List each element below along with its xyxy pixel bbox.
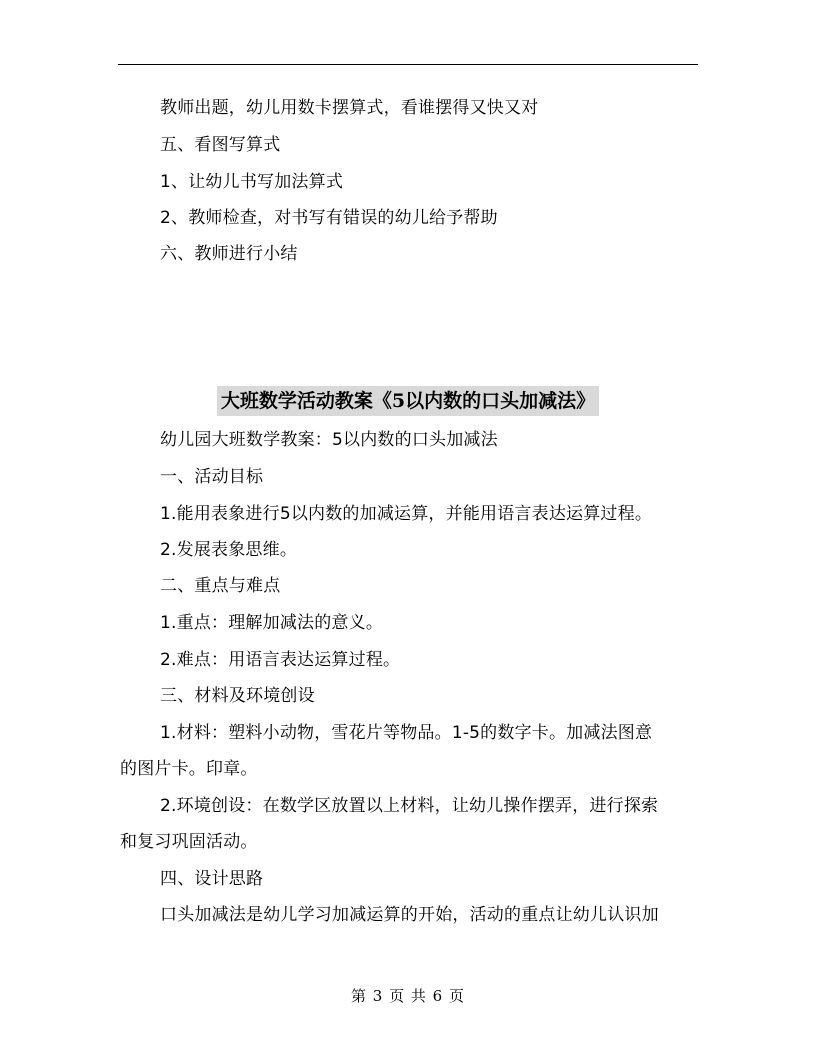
section-heading: 四、设计思路 (160, 869, 264, 889)
list-item: 1.重点：理解加减法的意义。 (160, 613, 384, 633)
page-number: 第 3 页 共 6 页 (351, 987, 465, 1005)
section-heading: 一、活动目标 (160, 467, 264, 487)
list-item: 2.发展表象思维。 (160, 540, 298, 560)
header-rule (118, 64, 698, 65)
section-heading: 三、材料及环境创设 (160, 686, 315, 706)
lesson-title: 大班数学活动教案《5以内数的口头加减法》 (217, 386, 599, 416)
list-item: 1.能用表象进行5以内数的加减运算，并能用语言表达运算过程。 (160, 504, 653, 524)
lesson-title-wrap (0, 386, 816, 416)
list-item-continuation: 和复习巩固活动。 (120, 832, 258, 852)
section-heading: 五、看图写算式 (160, 135, 281, 155)
list-item: 2、教师检查，对书写有错误的幼儿给予帮助 (160, 208, 498, 228)
list-item: 2.环境创设：在数学区放置以上材料，让幼儿操作摆弄，进行探索 (160, 796, 659, 816)
list-item-continuation: 的图片卡。印章。 (120, 759, 258, 779)
paragraph-line: 口头加减法是幼儿学习加减运算的开始，活动的重点让幼儿认识加 (160, 905, 659, 925)
section-heading: 二、重点与难点 (160, 576, 281, 596)
list-item: 2.难点：用语言表达运算过程。 (160, 650, 401, 670)
list-item: 1.材料：塑料小动物，雪花片等物品。1-5的数字卡。加减法图意 (160, 723, 653, 743)
paragraph-line: 幼儿园大班数学教案：5以内数的口头加减法 (160, 430, 498, 450)
paragraph-line: 教师出题，幼儿用数卡摆算式，看谁摆得又快又对 (160, 98, 539, 118)
section-heading: 六、教师进行小结 (160, 244, 298, 264)
list-item: 1、让幼儿书写加法算式 (160, 172, 344, 192)
